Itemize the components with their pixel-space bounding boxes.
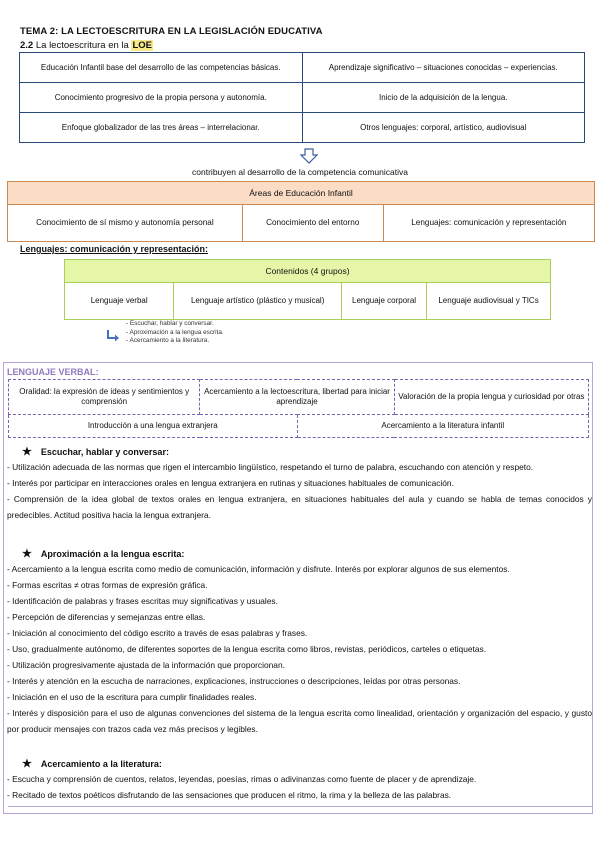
list-item: - Acercamiento a la lengua escrita como medio de comunicación, información y disfrute. Interés por explorar algunos de sus elementos. <box>7 564 510 574</box>
section-subtitle <box>20 40 153 51</box>
contenido-item: Lenguaje verbal <box>65 283 174 320</box>
list-item: - Percepción de diferencias y semejanzas entre ellas. <box>7 612 206 622</box>
divider <box>8 806 592 807</box>
section-title: Escuchar, hablar y conversar: <box>40 447 169 457</box>
table-row <box>65 283 551 320</box>
table-row <box>20 53 585 83</box>
section-title: Acercamiento a la literatura: <box>40 759 162 769</box>
contenidos-table <box>64 259 551 320</box>
list-item: - Recitado de textos poéticos disfrutando de las sensaciones que producen el ritmo, la rima y la belleza de las palabras. <box>7 790 452 800</box>
contribute-caption: contribuyen al desarrollo de la competencia comunicativa <box>192 167 408 177</box>
list-item: - Comprensión de la idea global de textos orales en lengua extranjera, en situaciones habituales del aula y cuando se habla de temas conocidos y predecibles. Actitud positiva hacia la lengua extranjera. <box>7 494 592 520</box>
star-icon: ★ <box>22 548 32 560</box>
section-title: Aproximación a la lengua escrita: <box>40 549 185 559</box>
table-cell: Enfoque globalizador de las tres áreas – interrelacionar. <box>20 113 303 143</box>
table-cell: Acercamiento a la literatura infantil <box>297 415 588 438</box>
table-cell: Introducción a una lengua extranjera <box>9 415 298 438</box>
list-item: - Formas escritas ≠ otras formas de expresión gráfica. <box>7 580 208 590</box>
contenido-item: Lenguaje artístico (plástico y musical) <box>174 283 342 320</box>
list-item: - Interés por participar en interacciones orales en lengua extranjera en rutinas y situaciones habituales de comunicación. <box>7 478 454 488</box>
table-row <box>20 113 585 143</box>
page-title: TEMA 2: LA LECTOESCRITURA EN LA LEGISLACIÓN EDUCATIVA <box>20 26 323 37</box>
section-heading <box>22 445 169 458</box>
table-cell: Oralidad: la expresión de ideas y sentimientos y comprensión <box>9 380 200 415</box>
table-header-row <box>8 182 595 205</box>
area-item: Conocimiento de sí mismo y autonomía personal <box>8 205 243 242</box>
list-item: - Utilización adecuada de las normas que rigen el intercambio lingüístico, respetando el turno de palabra, escuchando con atención y respeto. <box>7 462 534 472</box>
star-icon: ★ <box>22 446 32 458</box>
list-item: - Uso, gradualmente autónomo, de diferentes soportes de la lengua escrita como libros, revistas, periódicos, carteles o etiquetas. <box>7 644 487 654</box>
loe-principles-table <box>19 52 585 143</box>
list-item: - Interés y atención en la escucha de narraciones, explicaciones, instrucciones o descripciones, leídas por otras personas. <box>7 676 461 686</box>
list-item: - Iniciación al conocimiento del código escrito a través de esas palabras y frases. <box>7 628 308 638</box>
list-item: - Iniciación en el uso de la escritura para cumplir finalidades reales. <box>7 692 257 702</box>
table-row <box>20 83 585 113</box>
table-header-row <box>65 260 551 283</box>
area-item: Lenguajes: comunicación y representación <box>383 205 594 242</box>
lenguajes-heading: Lenguajes: comunicación y representación: <box>20 244 209 254</box>
table-cell: Aprendizaje significativo – situaciones conocidas – experiencias. <box>302 53 585 83</box>
contenidos-title: Contenidos (4 grupos) <box>65 260 551 283</box>
section-body <box>7 771 592 803</box>
table-row <box>9 415 589 438</box>
subtitle-text: La lectoescritura en la <box>33 40 132 51</box>
subtitle-highlight-loe: LOE <box>132 40 152 51</box>
list-item: - Acercamiento a la literatura. <box>126 337 210 345</box>
list-item: - Escuchar, hablar y conversar. <box>126 320 214 327</box>
list-item: - Aproximación a la lengua escrita. <box>126 328 224 336</box>
verbal-objectives-table <box>8 379 589 438</box>
table-cell: Otros lenguajes: corporal, artístico, audiovisual <box>302 113 585 143</box>
table-row <box>8 205 595 242</box>
down-arrow-icon <box>300 148 318 164</box>
list-item: - Interés y disposición para el uso de algunas convenciones del sistema de la lengua escrita como linealidad, orientación y organización del espacio, y gusto por producir mensajes con trazos cada vez más precisos y legibles. <box>7 708 592 734</box>
list-item: - Identificación de palabras y frases escritas muy significativas y usuales. <box>7 596 278 606</box>
lenguaje-verbal-title: LENGUAJE VERBAL: <box>7 367 99 377</box>
contenido-item: Lenguaje audiovisual y TICs <box>427 283 551 320</box>
table-cell: Educación Infantil base del desarrollo de las competencias básicas. <box>20 53 303 83</box>
list-item: - Escucha y comprensión de cuentos, relatos, leyendas, poesías, rimas o adivinanzas como fuente de placer y de aprendizaje. <box>7 774 477 784</box>
section-heading <box>22 547 184 560</box>
corner-arrow-icon <box>106 330 120 342</box>
table-cell: Acercamiento a la lectoescritura, libertad para iniciar aprendizaje <box>200 380 394 415</box>
section-body <box>7 459 592 523</box>
table-cell: Valoración de la propia lengua y curiosidad por otras <box>394 380 588 415</box>
subtitle-number: 2.2 <box>20 40 34 51</box>
section-heading <box>22 757 162 770</box>
areas-title: Áreas de Educación Infantil <box>8 182 595 205</box>
contenido-item: Lenguaje corporal <box>342 283 427 320</box>
table-row <box>9 380 589 415</box>
table-cell: Inicio de la adquisición de la lengua. <box>302 83 585 113</box>
star-icon: ★ <box>22 758 32 770</box>
area-item: Conocimiento del entorno <box>242 205 383 242</box>
section-body <box>7 561 592 737</box>
list-item: - Utilización progresivamente ajustada de la información que proporcionan. <box>7 660 285 670</box>
verbal-sublist <box>126 320 224 346</box>
areas-table <box>7 181 595 242</box>
table-cell: Conocimiento progresivo de la propia persona y autonomía. <box>20 83 303 113</box>
